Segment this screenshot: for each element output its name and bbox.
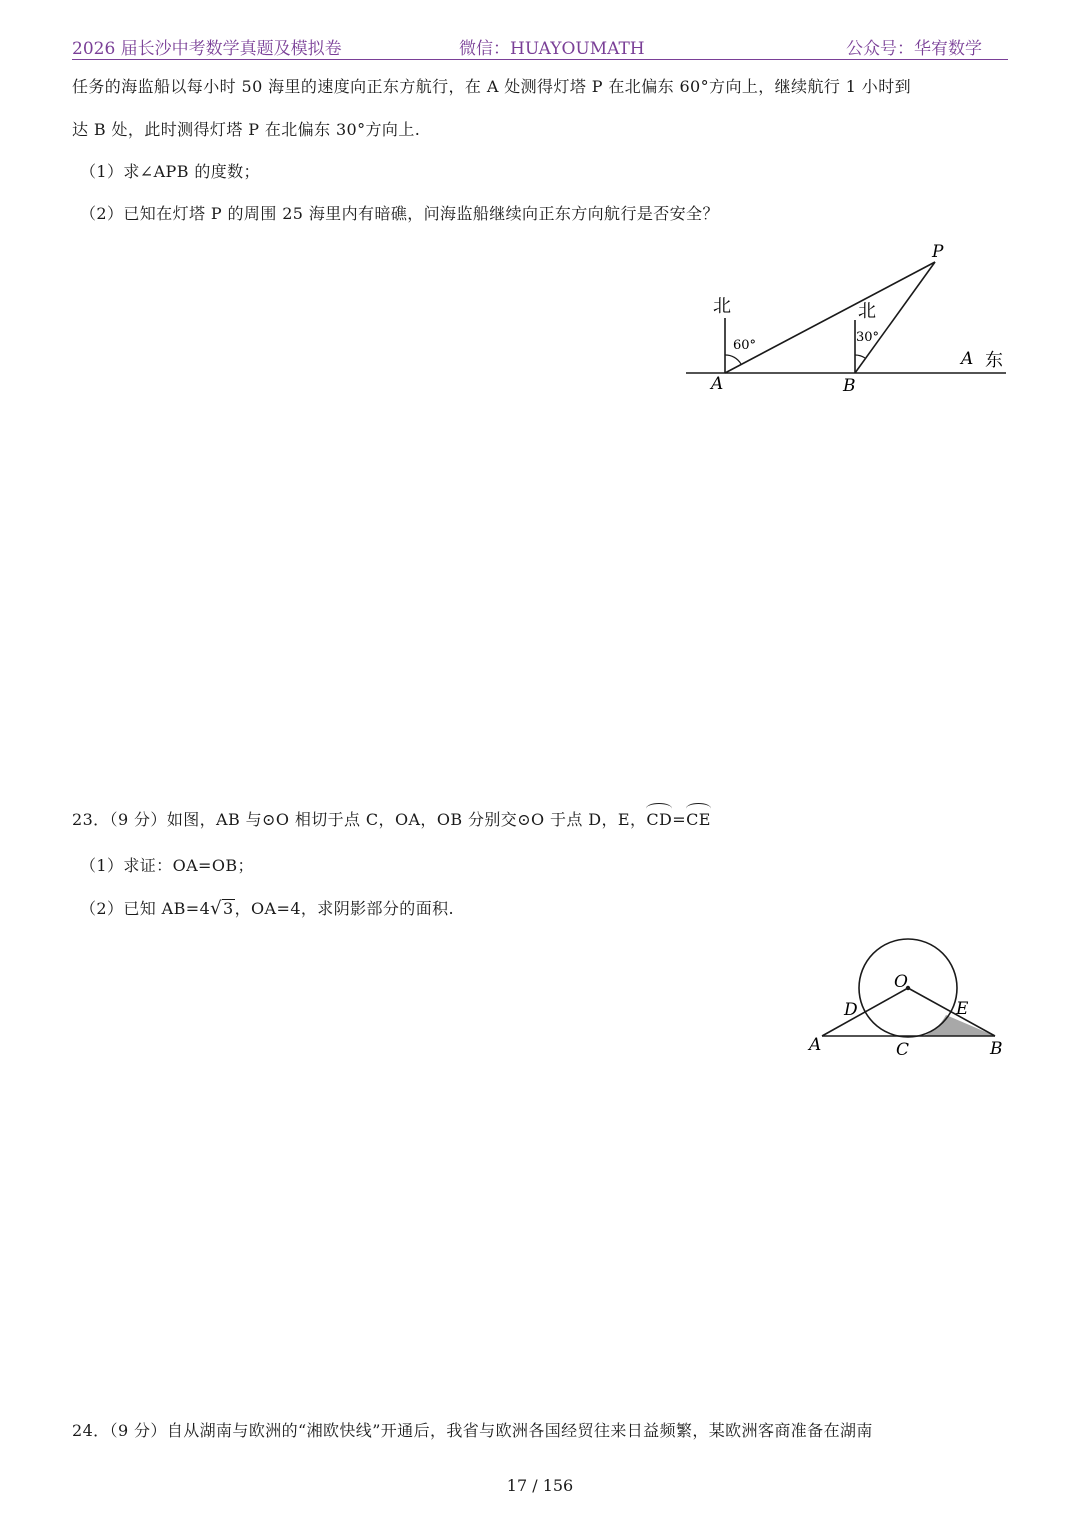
label-angle-30: 30° [856,330,880,345]
header-left: 2026 届长沙中考数学真题及模拟卷 [72,39,342,59]
q22-part2: （2）已知在灯塔 P 的周围 25 海里内有暗礁，问海监船继续向正东方向航行是否安全？ [80,204,719,223]
label-angle-60: 60° [733,338,757,353]
label-b: B [843,376,856,396]
q24-stem: 24．（9 分）自从湖南与欧洲的“湘欧快线”开通后，我省与欧洲各国经贸往来日益频繁，某欧洲客商准备在湖南 [72,1421,873,1440]
header-center: 微信：HUAYOUMATH [459,39,645,59]
q23-part1: （1）求证：OA=OB； [80,856,254,875]
q22-part1: （1）求∠APB 的度数； [80,162,260,181]
q23-part2 [80,899,454,919]
q23-stem-text: 23．（9 分）如图，AB 与⊙O 相切于点 C，OA，OB 分别交⊙O 于点 D，E， [72,810,647,829]
sqrt-radicand: 3 [223,899,234,918]
label-d: D [844,1000,858,1020]
arc-cd: CD [646,810,673,829]
angle-arc-b [855,355,865,358]
q23-stem [72,810,711,830]
header-divider [72,59,1008,60]
label-north-a: 北 [713,296,731,317]
q22-figure [680,238,1010,398]
q23-part2-prefix: （2）已知 AB=4 [80,899,211,918]
label-e: E [956,999,969,1019]
label-o: O [894,972,908,992]
arc-equals: = [672,810,687,829]
label-a: A [711,374,724,394]
q23-figure [800,930,1030,1065]
label-a-right: A [961,349,974,369]
angle-arc-a [725,355,741,364]
label-a: A [809,1035,822,1055]
label-p: P [932,242,944,262]
segment-ap [725,262,935,373]
page-number: 17 / 156 [506,1476,574,1495]
header-right: 公众号：华宥数学 [846,39,982,59]
label-c: C [896,1040,910,1060]
segment-oa [822,988,908,1036]
q22-line1: 任务的海监船以每小时 50 海里的速度向正东方航行，在 A 处测得灯塔 P 在北偏东 60°方向上，继续航行 1 小时到 [72,77,911,96]
label-east: 东 [985,350,1003,371]
arc-ce: CE [686,810,711,829]
label-north-b: 北 [858,301,876,322]
q23-part2-suffix: ，OA=4，求阴影部分的面积. [234,899,454,918]
label-b: B [990,1039,1003,1059]
radical-sign: √ [210,898,223,919]
q22-line2: 达 B 处，此时测得灯塔 P 在北偏东 30°方向上. [72,120,421,139]
